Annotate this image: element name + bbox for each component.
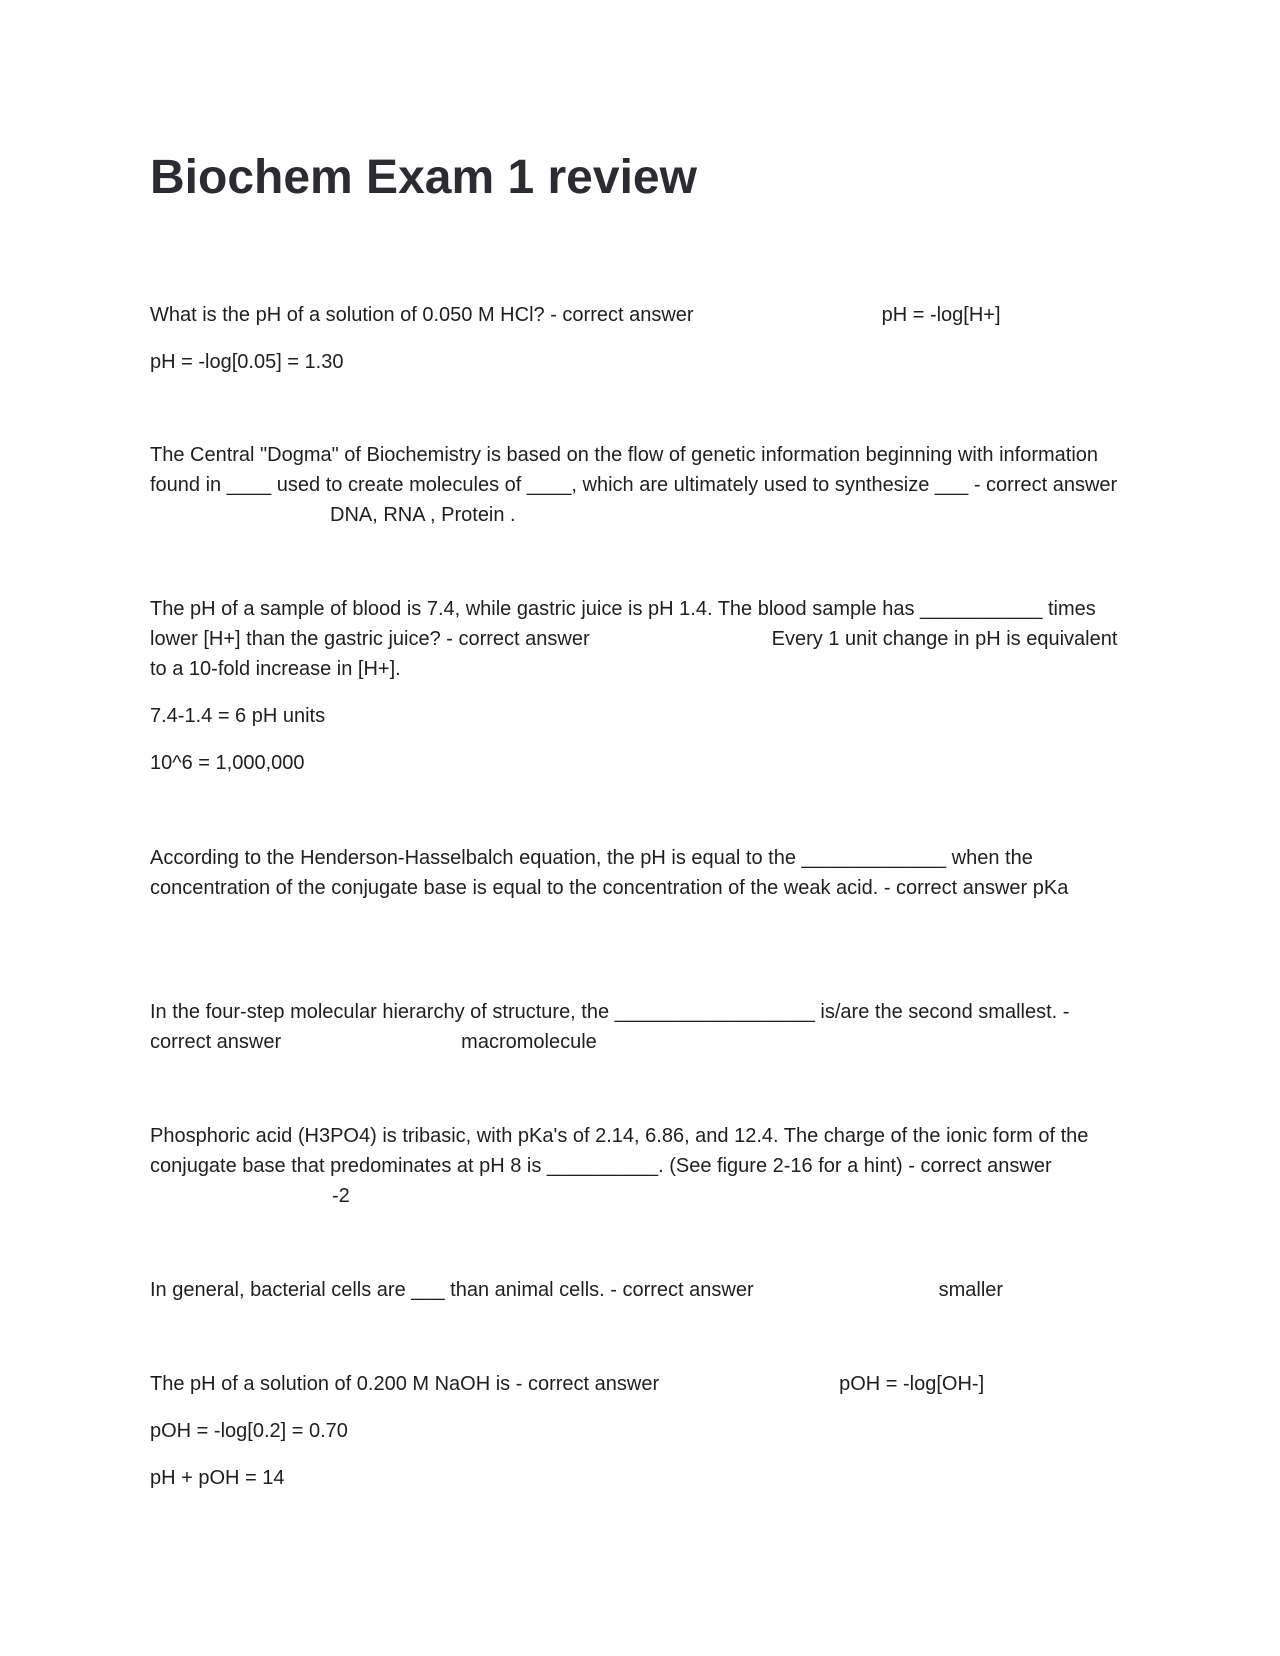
qa-answer: macromolecule — [461, 1031, 597, 1053]
qa-extra-line: pOH = -log[0.2] = 0.70 — [150, 1420, 348, 1442]
qa-item-6 — [150, 1121, 1130, 1228]
qa-question-line — [150, 1121, 1130, 1211]
qa-item-2 — [150, 440, 1130, 547]
qa-question: The pH of a sample of blood is 7.4, while gastric juice is pH 1.4. The blood sample has ___________ times lower [H+] than the gastric juice? - correct answer — [150, 598, 1096, 650]
qa-question-line — [150, 997, 1130, 1057]
qa-question: In the four-step molecular hierarchy of structure, the __________________ is/are the second smallest. - correct answer — [150, 1001, 1070, 1053]
qa-question: In general, bacterial cells are ___ than animal cells. - correct answer — [150, 1279, 754, 1301]
qa-question-line — [150, 594, 1130, 684]
qa-extra-line: 7.4-1.4 = 6 pH units — [150, 705, 326, 727]
qa-question-line — [150, 843, 1130, 903]
qa-extra-line: pH = -log[0.05] = 1.30 — [150, 351, 344, 373]
qa-question: The Central "Dogma" of Biochemistry is based on the flow of genetic information beginning with information found in ____ used to create molecules of ____, which are ultimately used to synthesize ___ - correct answer — [150, 444, 1118, 496]
qa-question: Phosphoric acid (H3PO4) is tribasic, with pKa's of 2.14, 6.86, and 12.4. The charge of the ionic form of the conjugate base that predominates at pH 8 is __________. (See figure 2-16 for a hint) - correct answer — [150, 1125, 1089, 1177]
qa-answer: -2 — [332, 1185, 350, 1207]
qa-item-5 — [150, 997, 1130, 1074]
qa-item-1 — [150, 300, 1130, 394]
qa-answer: pH = -log[H+] — [881, 304, 1001, 326]
qa-question-line — [150, 1369, 1130, 1399]
qa-item-7 — [150, 1275, 1130, 1322]
qa-answer: Every 1 unit change in pH is equivalent to a 10-fold increase in [H+]. — [150, 628, 1118, 680]
qa-question-line — [150, 440, 1130, 530]
qa-question: The pH of a solution of 0.200 M NaOH is - correct answer — [150, 1373, 660, 1395]
qa-question-line — [150, 1275, 1130, 1305]
qa-item-3 — [150, 594, 1130, 795]
qa-extra-line: pH + pOH = 14 — [150, 1467, 285, 1489]
page-title: Biochem Exam 1 review — [150, 151, 697, 204]
qa-answer: DNA, RNA , Protein . — [330, 504, 516, 526]
qa-question-line — [150, 300, 1130, 330]
qa-question: According to the Henderson-Hasselbalch equation, the pH is equal to the _____________ when the concentration of the conjugate base is equal to the concentration of the weak acid. - correct answer — [150, 847, 1033, 899]
qa-extra-line: 10^6 = 1,000,000 — [150, 752, 305, 774]
qa-answer: smaller — [938, 1279, 1004, 1301]
qa-question: What is the pH of a solution of 0.050 M HCl? - correct answer — [150, 304, 694, 326]
qa-answer: pKa — [1032, 877, 1069, 899]
qa-item-8 — [150, 1369, 1130, 1510]
qa-answer: pOH = -log[OH-] — [839, 1373, 985, 1395]
qa-item-4 — [150, 843, 1130, 920]
